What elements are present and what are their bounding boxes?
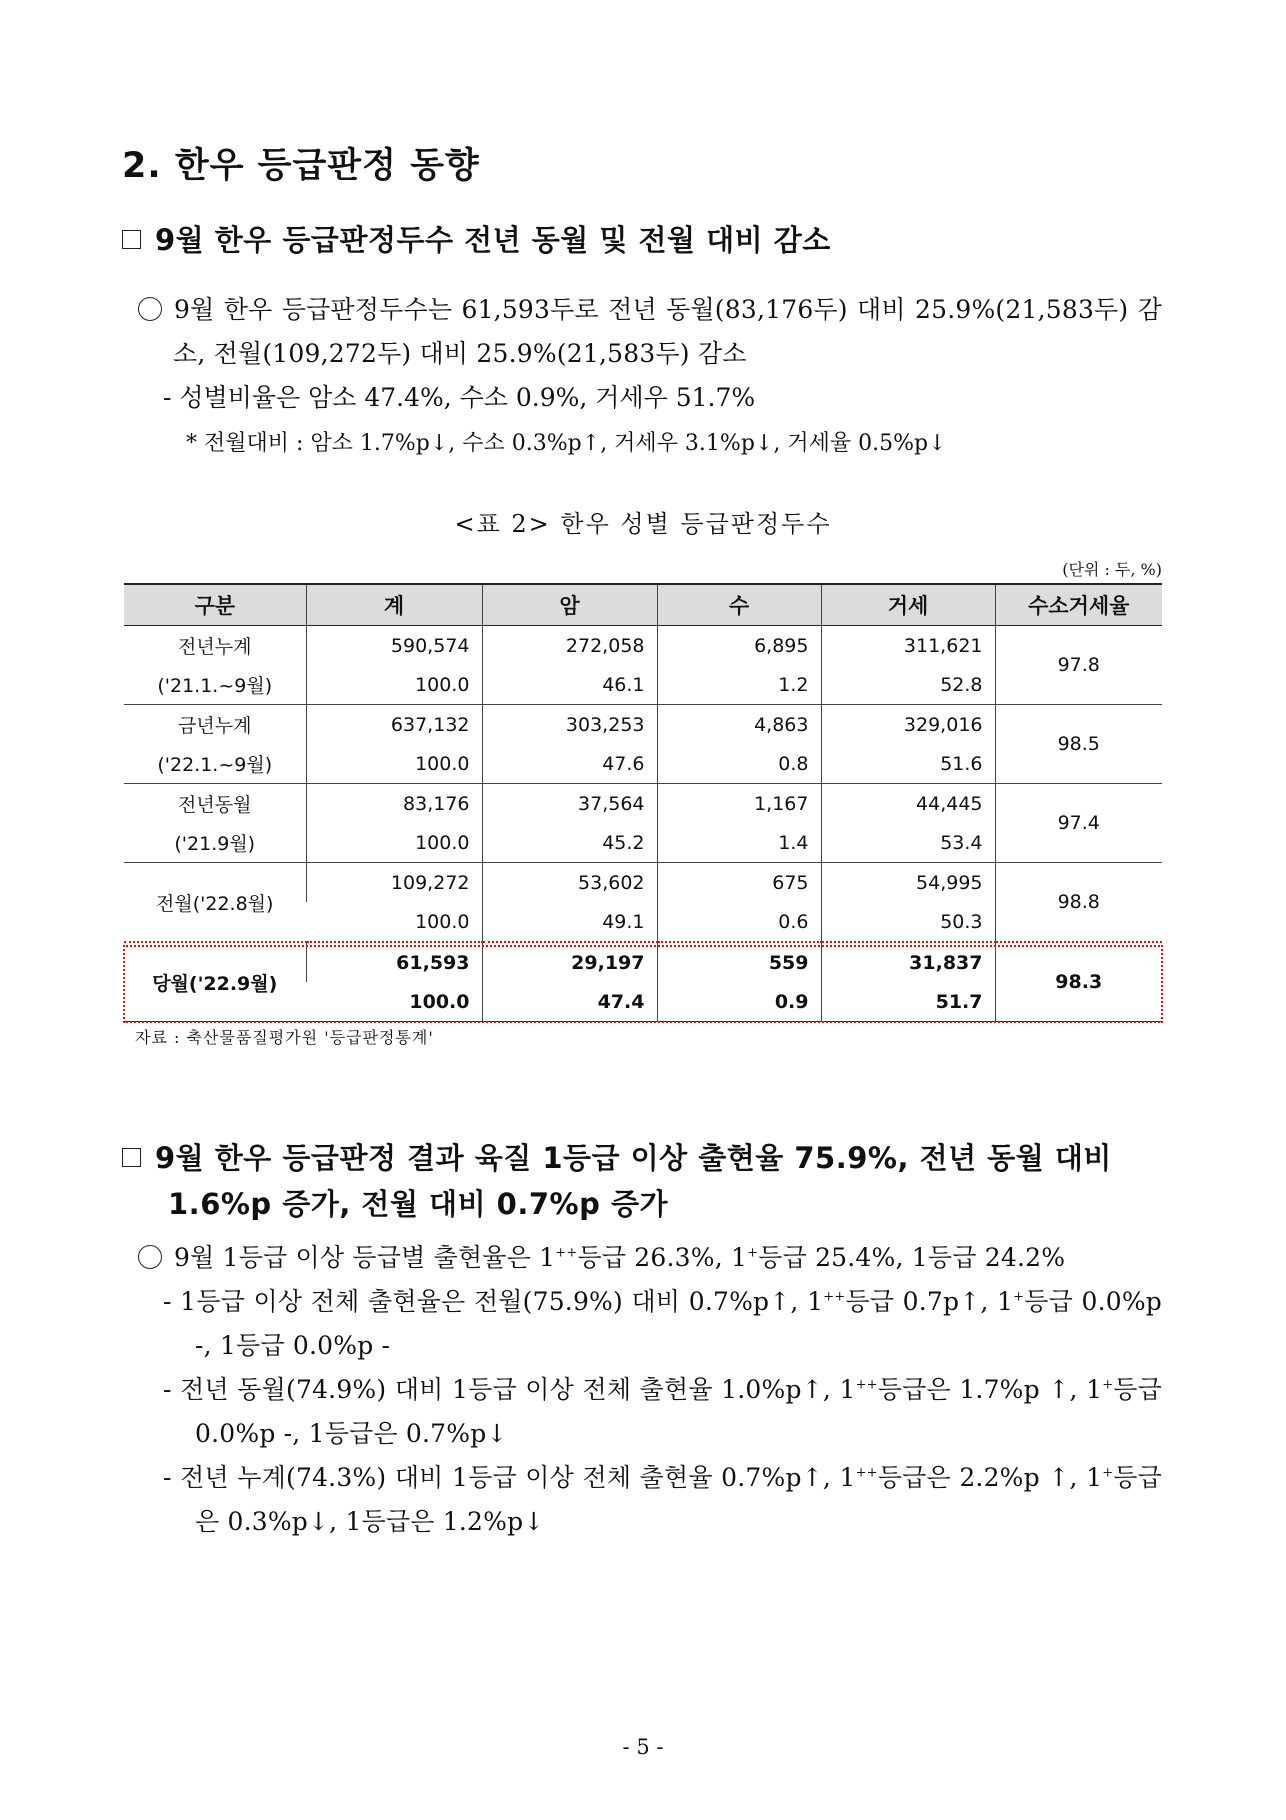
paragraph-2: [138, 1236, 1162, 1280]
cell: 45.2: [482, 823, 657, 863]
cell: 37,564: [482, 784, 657, 824]
grade-superscript: ++: [855, 1377, 878, 1393]
table-row: [124, 863, 1162, 903]
text-run: 9월 1등급 이상 등급별 출현율은 1: [174, 1243, 556, 1272]
cell: 0.6: [657, 902, 821, 942]
note-line: * 전월대비 : 암소 1.7%p↓, 수소 0.3%p↑, 거세우 3.1%p↓, 거세율 0.5%p↓: [186, 431, 947, 456]
grade-superscript: +: [1102, 1465, 1114, 1481]
grade-superscript: +: [747, 1245, 759, 1261]
row-sublabel: ('22.1.~9월): [157, 754, 273, 776]
cell: 0.9: [657, 982, 821, 1022]
rate-cell: 97.8: [995, 626, 1162, 705]
heading-2-line2: 1.6%p 증가, 전월 대비 0.7%p 증가: [168, 1187, 668, 1221]
text-run: 등급 0.0%p -, 1등급은 0.7%p↓: [195, 1375, 1162, 1448]
cell: 47.4: [482, 982, 657, 1022]
cell: 637,132: [306, 705, 482, 745]
cell: 47.6: [482, 744, 657, 784]
text-run: - 전년 동월(74.9%) 대비 1등급 이상 전체 출현율 1.0%p↑, 1: [163, 1375, 856, 1404]
grade-superscript: +: [1102, 1377, 1114, 1393]
section-title: 2. 한우 등급판정 동향: [122, 146, 480, 186]
header-cell: 수: [657, 584, 821, 626]
rate-cell: 98.8: [995, 863, 1162, 943]
header-cell: 거세: [821, 584, 995, 626]
cell: 83,176: [306, 784, 482, 824]
cell: 31,837: [821, 942, 995, 982]
table-row: [124, 784, 1162, 824]
cell: 52.8: [821, 665, 995, 705]
heading-1-text: 9월 한우 등급판정두수 전년 동월 및 전월 대비 감소: [155, 223, 831, 257]
cell: 1,167: [657, 784, 821, 824]
paragraph-1: [138, 288, 1162, 376]
table-row-current: [124, 942, 1162, 982]
cell: 109,272: [306, 863, 482, 903]
table-unit: (단위 : 두, %): [1062, 560, 1162, 579]
table-caption: <표 2> 한우 성별 등급판정두수: [454, 510, 832, 538]
grading-table: [124, 583, 1162, 1022]
cell: 51.6: [821, 744, 995, 784]
square-bullet-icon: [122, 230, 141, 249]
text-run: 등급 26.3%, 1: [577, 1243, 748, 1272]
page-number: - 5 -: [622, 1735, 664, 1759]
text-run: 등급은 1.7%p ↑, 1: [877, 1375, 1103, 1404]
heading-1: [122, 218, 831, 259]
cell: 1.4: [657, 823, 821, 863]
table-source: 자료 : 축산물품질평가원 '등급판정통계': [135, 1028, 434, 1047]
grade-superscript: ++: [855, 1465, 878, 1481]
cell: 303,253: [482, 705, 657, 745]
cell: 61,593: [306, 942, 482, 982]
text-run: - 전년 누계(74.3%) 대비 1등급 이상 전체 출현율 0.7%p↑, 1: [163, 1463, 856, 1492]
row-label: 전월('22.8월): [124, 863, 306, 943]
row-sublabel: ('21.9월): [174, 833, 256, 855]
cell: 1.2: [657, 665, 821, 705]
rate-cell: 97.4: [995, 784, 1162, 863]
cell: 4,863: [657, 705, 821, 745]
cell: 54,995: [821, 863, 995, 903]
header-cell: 암: [482, 584, 657, 626]
rate-cell: 98.3: [995, 942, 1162, 1022]
grade-superscript: +: [1013, 1289, 1025, 1305]
dash-line-4: [163, 1456, 1162, 1544]
cell: 46.1: [482, 665, 657, 705]
paragraph-1-text: 9월 한우 등급판정두수는 61,593두로 전년 동월(83,176두) 대비 25.9%(21,583두) 감소, 전월(109,272두) 대비 25.9%(21,583두) 감소: [173, 295, 1162, 368]
table-row: [124, 626, 1162, 666]
square-bullet-icon: [122, 1148, 141, 1167]
cell: 100.0: [306, 665, 482, 705]
circle-bullet-icon: [138, 297, 162, 321]
table-header-row: [124, 584, 1162, 626]
row-label: 당월('22.9월): [124, 942, 306, 1022]
text-run: - 1등급 이상 전체 출현율은 전월(75.9%) 대비 0.7%p↑, 1: [163, 1287, 824, 1316]
cell: 559: [657, 942, 821, 982]
header-cell: 수소거세율: [995, 584, 1162, 626]
cell: 53.4: [821, 823, 995, 863]
cell: 590,574: [306, 626, 482, 666]
circle-bullet-icon: [138, 1245, 162, 1269]
rate-cell: 98.5: [995, 705, 1162, 784]
dash-line-3: [163, 1368, 1162, 1456]
header-cell: 계: [306, 584, 482, 626]
cell: 0.8: [657, 744, 821, 784]
row-label: 전년누계: [178, 636, 252, 658]
table-row: [124, 705, 1162, 745]
row-label: 금년누계: [124, 705, 306, 745]
cell: 329,016: [821, 705, 995, 745]
text-run: 등급 25.4%, 1등급 24.2%: [758, 1243, 1066, 1272]
dash-line-2: [163, 1280, 1162, 1368]
text-run: 등급은 0.3%p↓, 1등급은 1.2%p↓: [195, 1463, 1162, 1536]
cell: 49.1: [482, 902, 657, 942]
cell: 100.0: [306, 744, 482, 784]
cell: 272,058: [482, 626, 657, 666]
cell: 53,602: [482, 863, 657, 903]
text-run: 등급 0.7p↑, 1: [845, 1287, 1014, 1316]
heading-2-line1: 9월 한우 등급판정 결과 육질 1등급 이상 출현율 75.9%, 전년 동월 대비: [155, 1141, 1112, 1175]
cell: 100.0: [409, 990, 470, 1013]
cell: 50.3: [821, 902, 995, 942]
cell: 6,895: [657, 626, 821, 666]
cell: 100.0: [415, 910, 470, 933]
cell: 311,621: [821, 626, 995, 666]
dash-line-1: - 성별비율은 암소 47.4%, 수소 0.9%, 거세우 51.7%: [163, 383, 756, 412]
row-label: 전년동월: [124, 784, 306, 824]
cell: 100.0: [306, 823, 482, 863]
cell: 29,197: [482, 942, 657, 982]
text-run: 등급 0.0%p -, 1등급 0.0%p -: [195, 1287, 1162, 1360]
cell: 675: [657, 863, 821, 903]
heading-2: [122, 1135, 1112, 1227]
cell: 51.7: [821, 982, 995, 1022]
cell: 44,445: [821, 784, 995, 824]
header-cell: 구분: [124, 584, 306, 626]
grade-superscript: ++: [823, 1289, 846, 1305]
text-run: 등급은 2.2%p ↑, 1: [877, 1463, 1103, 1492]
grade-superscript: ++: [555, 1245, 578, 1261]
row-sublabel: ('21.1.~9월): [157, 675, 273, 697]
